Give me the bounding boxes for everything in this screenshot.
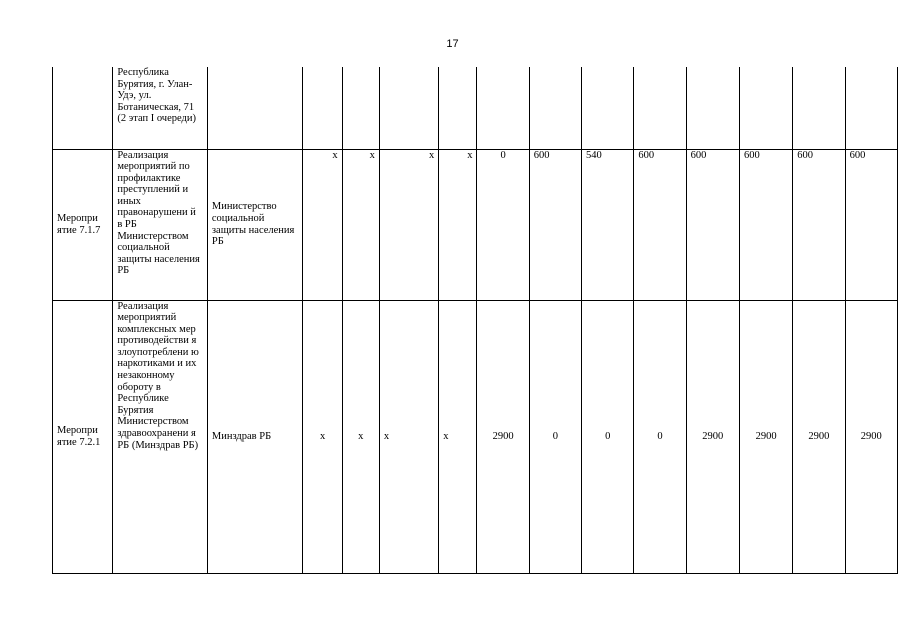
value-cell bbox=[529, 67, 581, 149]
value-cell bbox=[845, 67, 897, 149]
value-cell: 2900 bbox=[477, 300, 529, 573]
table-row bbox=[53, 300, 898, 573]
value-cell: 600 bbox=[634, 149, 686, 300]
page-number: 17 bbox=[446, 38, 459, 50]
value-cell: 540 bbox=[582, 149, 634, 300]
value-cell: 2900 bbox=[739, 300, 792, 573]
row-code-cell: Меропри ятие 7.2.1 bbox=[53, 300, 113, 573]
value-cell: 0 bbox=[477, 149, 529, 300]
value-cell: 600 bbox=[845, 149, 897, 300]
value-cell: 600 bbox=[739, 149, 792, 300]
row-executor-cell: Министерство социальной защиты населения РБ bbox=[207, 149, 303, 300]
value-cell: 0 bbox=[634, 300, 686, 573]
value-cell: x bbox=[342, 300, 379, 573]
row-executor-cell: Минздрав РБ bbox=[207, 300, 303, 573]
value-cell bbox=[793, 67, 845, 149]
value-cell: 600 bbox=[793, 149, 845, 300]
row-code-cell bbox=[53, 67, 113, 149]
table-row bbox=[53, 149, 898, 300]
value-cell bbox=[379, 67, 438, 149]
value-cell bbox=[477, 67, 529, 149]
value-cell bbox=[739, 67, 792, 149]
value-cell: x bbox=[439, 300, 477, 573]
value-cell: 2900 bbox=[793, 300, 845, 573]
value-cell: x bbox=[379, 149, 438, 300]
table-row bbox=[53, 67, 898, 149]
value-cell: x bbox=[303, 149, 342, 300]
value-cell bbox=[303, 67, 342, 149]
value-cell bbox=[686, 67, 739, 149]
value-cell: x bbox=[342, 149, 379, 300]
value-cell: 600 bbox=[686, 149, 739, 300]
row-name-cell: Республика Бурятия, г. Улан-Удэ, ул. Ботаническая, 71 (2 этап I очереди) bbox=[113, 67, 208, 149]
row-executor-cell bbox=[207, 67, 303, 149]
row-name-cell: Реализация мероприятий комплексных мер противодействи я злоупотреблени ю наркотиками и их незаконному обороту в Республике Бурятия Министерством здравоохранени я РБ (Минздрав РБ) bbox=[113, 300, 208, 573]
value-cell bbox=[342, 67, 379, 149]
value-cell: 2900 bbox=[686, 300, 739, 573]
value-cell: 0 bbox=[529, 300, 581, 573]
row-code-cell: Меропри ятие 7.1.7 bbox=[53, 149, 113, 300]
value-cell: 600 bbox=[529, 149, 581, 300]
value-cell: x bbox=[379, 300, 438, 573]
value-cell: x bbox=[303, 300, 342, 573]
value-cell bbox=[634, 67, 686, 149]
row-name-cell: Реализация мероприятий по профилактике преступлений и иных правонарушени й в РБ Министерством социальной защиты населения РБ bbox=[113, 149, 208, 300]
value-cell: 2900 bbox=[845, 300, 897, 573]
value-cell bbox=[439, 67, 477, 149]
value-cell: 0 bbox=[582, 300, 634, 573]
program-table bbox=[52, 67, 898, 574]
value-cell: x bbox=[439, 149, 477, 300]
value-cell bbox=[582, 67, 634, 149]
